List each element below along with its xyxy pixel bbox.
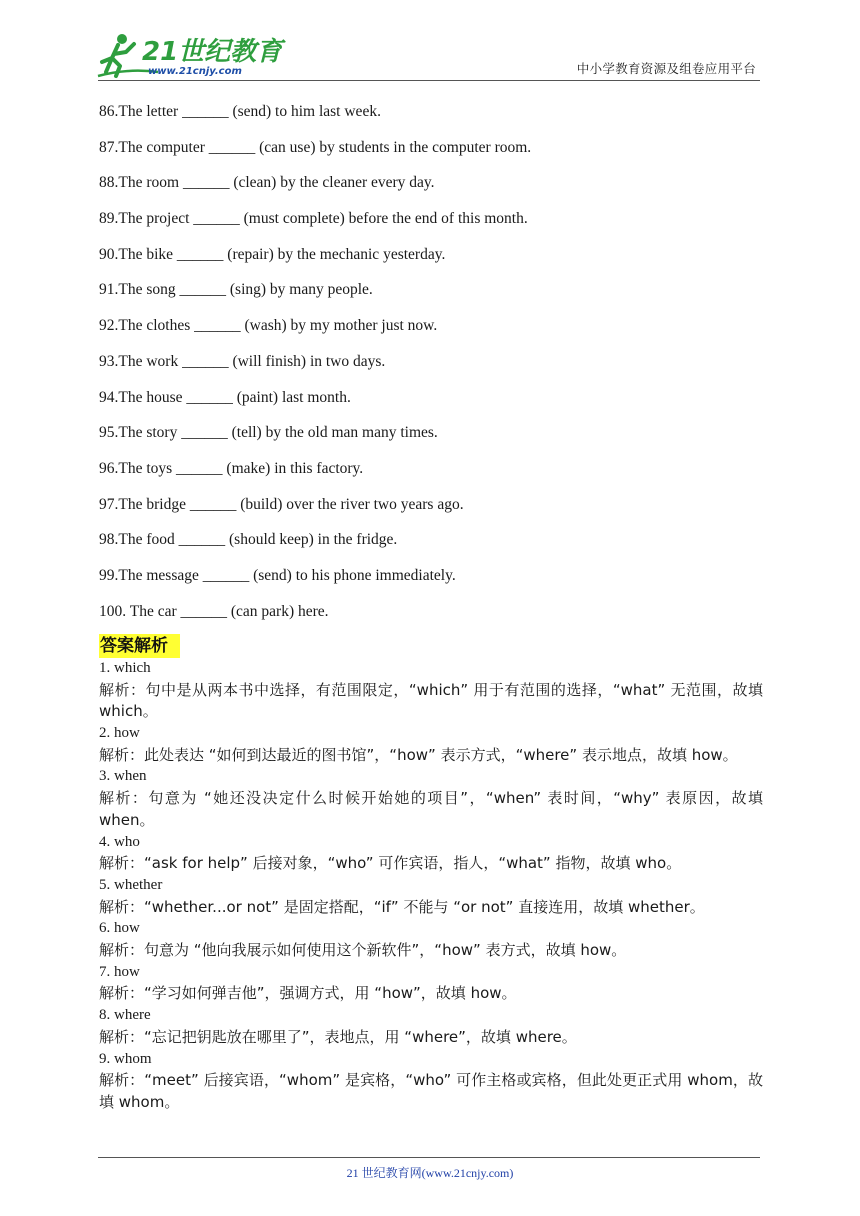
question-item: 96.The toys ______ (make) in this factory. [99, 459, 364, 477]
answer-number: 1. which [99, 660, 151, 676]
question-list [99, 101, 779, 636]
question-item: 90.The bike ______ (repair) by the mechanic yesterday. [99, 245, 446, 263]
answer-explanation: 解析：“忘记把钥匙放在哪里了”，表地点，用 “where”，故填 where。 [99, 1027, 577, 1046]
answer-explanation: 解析：此处表达 “如何到达最近的图书馆”，“how” 表示方式，“where” 表示地点，故填 how。 [99, 745, 738, 764]
question-item: 87.The computer ______ (can use) by students in the computer room. [99, 138, 532, 156]
question-item: 100. The car ______ (can park) here. [99, 602, 329, 620]
header-divider [98, 80, 760, 81]
answer-number: 4. who [99, 833, 140, 850]
answer-number: 7. how [99, 963, 140, 980]
footer-divider [98, 1157, 760, 1158]
question-item: 86.The letter ______ (send) to him last week. [99, 103, 381, 120]
answer-list [99, 658, 763, 1114]
answer-explanation: 解析：“学习如何弹吉他”，强调方式，用 “how”，故填 how。 [99, 984, 517, 1003]
question-item: 99.The message ______ (send) to his phone immediately. [99, 566, 456, 584]
answer-explanation: 解析：“whether...or not” 是固定搭配，“if” 不能与 “or not” 直接连用，故填 whether。 [99, 897, 705, 916]
answer-explanation: 解析：“ask for help” 后接对象，“who” 可作宾语，指人，“what” 指物，故填 who。 [99, 854, 682, 873]
answer-number: 5. whether [99, 876, 163, 893]
answer-number: 6. how [99, 920, 140, 937]
question-item: 94.The house ______ (paint) last month. [99, 388, 351, 406]
logo [98, 32, 283, 80]
platform-label: 中小学教育资源及组卷应用平台 [576, 61, 756, 76]
answers-heading: 答案解析 [99, 634, 180, 658]
answer-number: 9. whom [99, 1050, 152, 1067]
question-item: 98.The food ______ (should keep) in the fridge. [99, 531, 398, 549]
question-item: 95.The story ______ (tell) by the old man many times. [99, 424, 438, 442]
question-item: 92.The clothes ______ (wash) by my mother just now. [99, 317, 438, 335]
answer-explanation: 解析：句意为 “她还没决定什么时候开始她的项目”，“when” 表时间，“why” 表原因，故填 when。 [99, 789, 763, 829]
answer-explanation: 解析：句意为 “他向我展示如何使用这个新软件”，“how” 表方式，故填 how。 [99, 941, 627, 960]
runner-logo-icon [98, 32, 283, 80]
question-item: 93.The work ______ (will finish) in two days. [99, 352, 386, 370]
answer-number: 8. where [99, 1007, 151, 1024]
footer-link[interactable]: 21 世纪教育网(www.21cnjy.com) [346, 1166, 514, 1180]
question-item: 88.The room ______ (clean) by the cleaner every day. [99, 174, 435, 192]
answer-explanation: 解析：句中是从两本书中选择，有范围限定，“which” 用于有范围的选择，“what” 无范围，故填 which。 [99, 680, 763, 721]
answer-explanation: 解析：“meet” 后接宾语，“whom” 是宾格，“who” 可作主格或宾格，但此处更正式用 whom，故填 whom。 [99, 1071, 763, 1111]
svg-text:21世纪教育: 21世纪教育 [142, 37, 283, 67]
question-item: 91.The song ______ (sing) by many people. [99, 281, 373, 299]
answer-number: 3. when [99, 768, 147, 785]
question-item: 89.The project ______ (must complete) before the end of this month. [99, 210, 528, 228]
answer-number: 2. how [99, 725, 140, 742]
page-header [0, 0, 860, 90]
question-item: 97.The bridge ______ (build) over the river two years ago. [99, 495, 464, 513]
svg-text:www.21cnjy.com: www.21cnjy.com [148, 66, 242, 77]
